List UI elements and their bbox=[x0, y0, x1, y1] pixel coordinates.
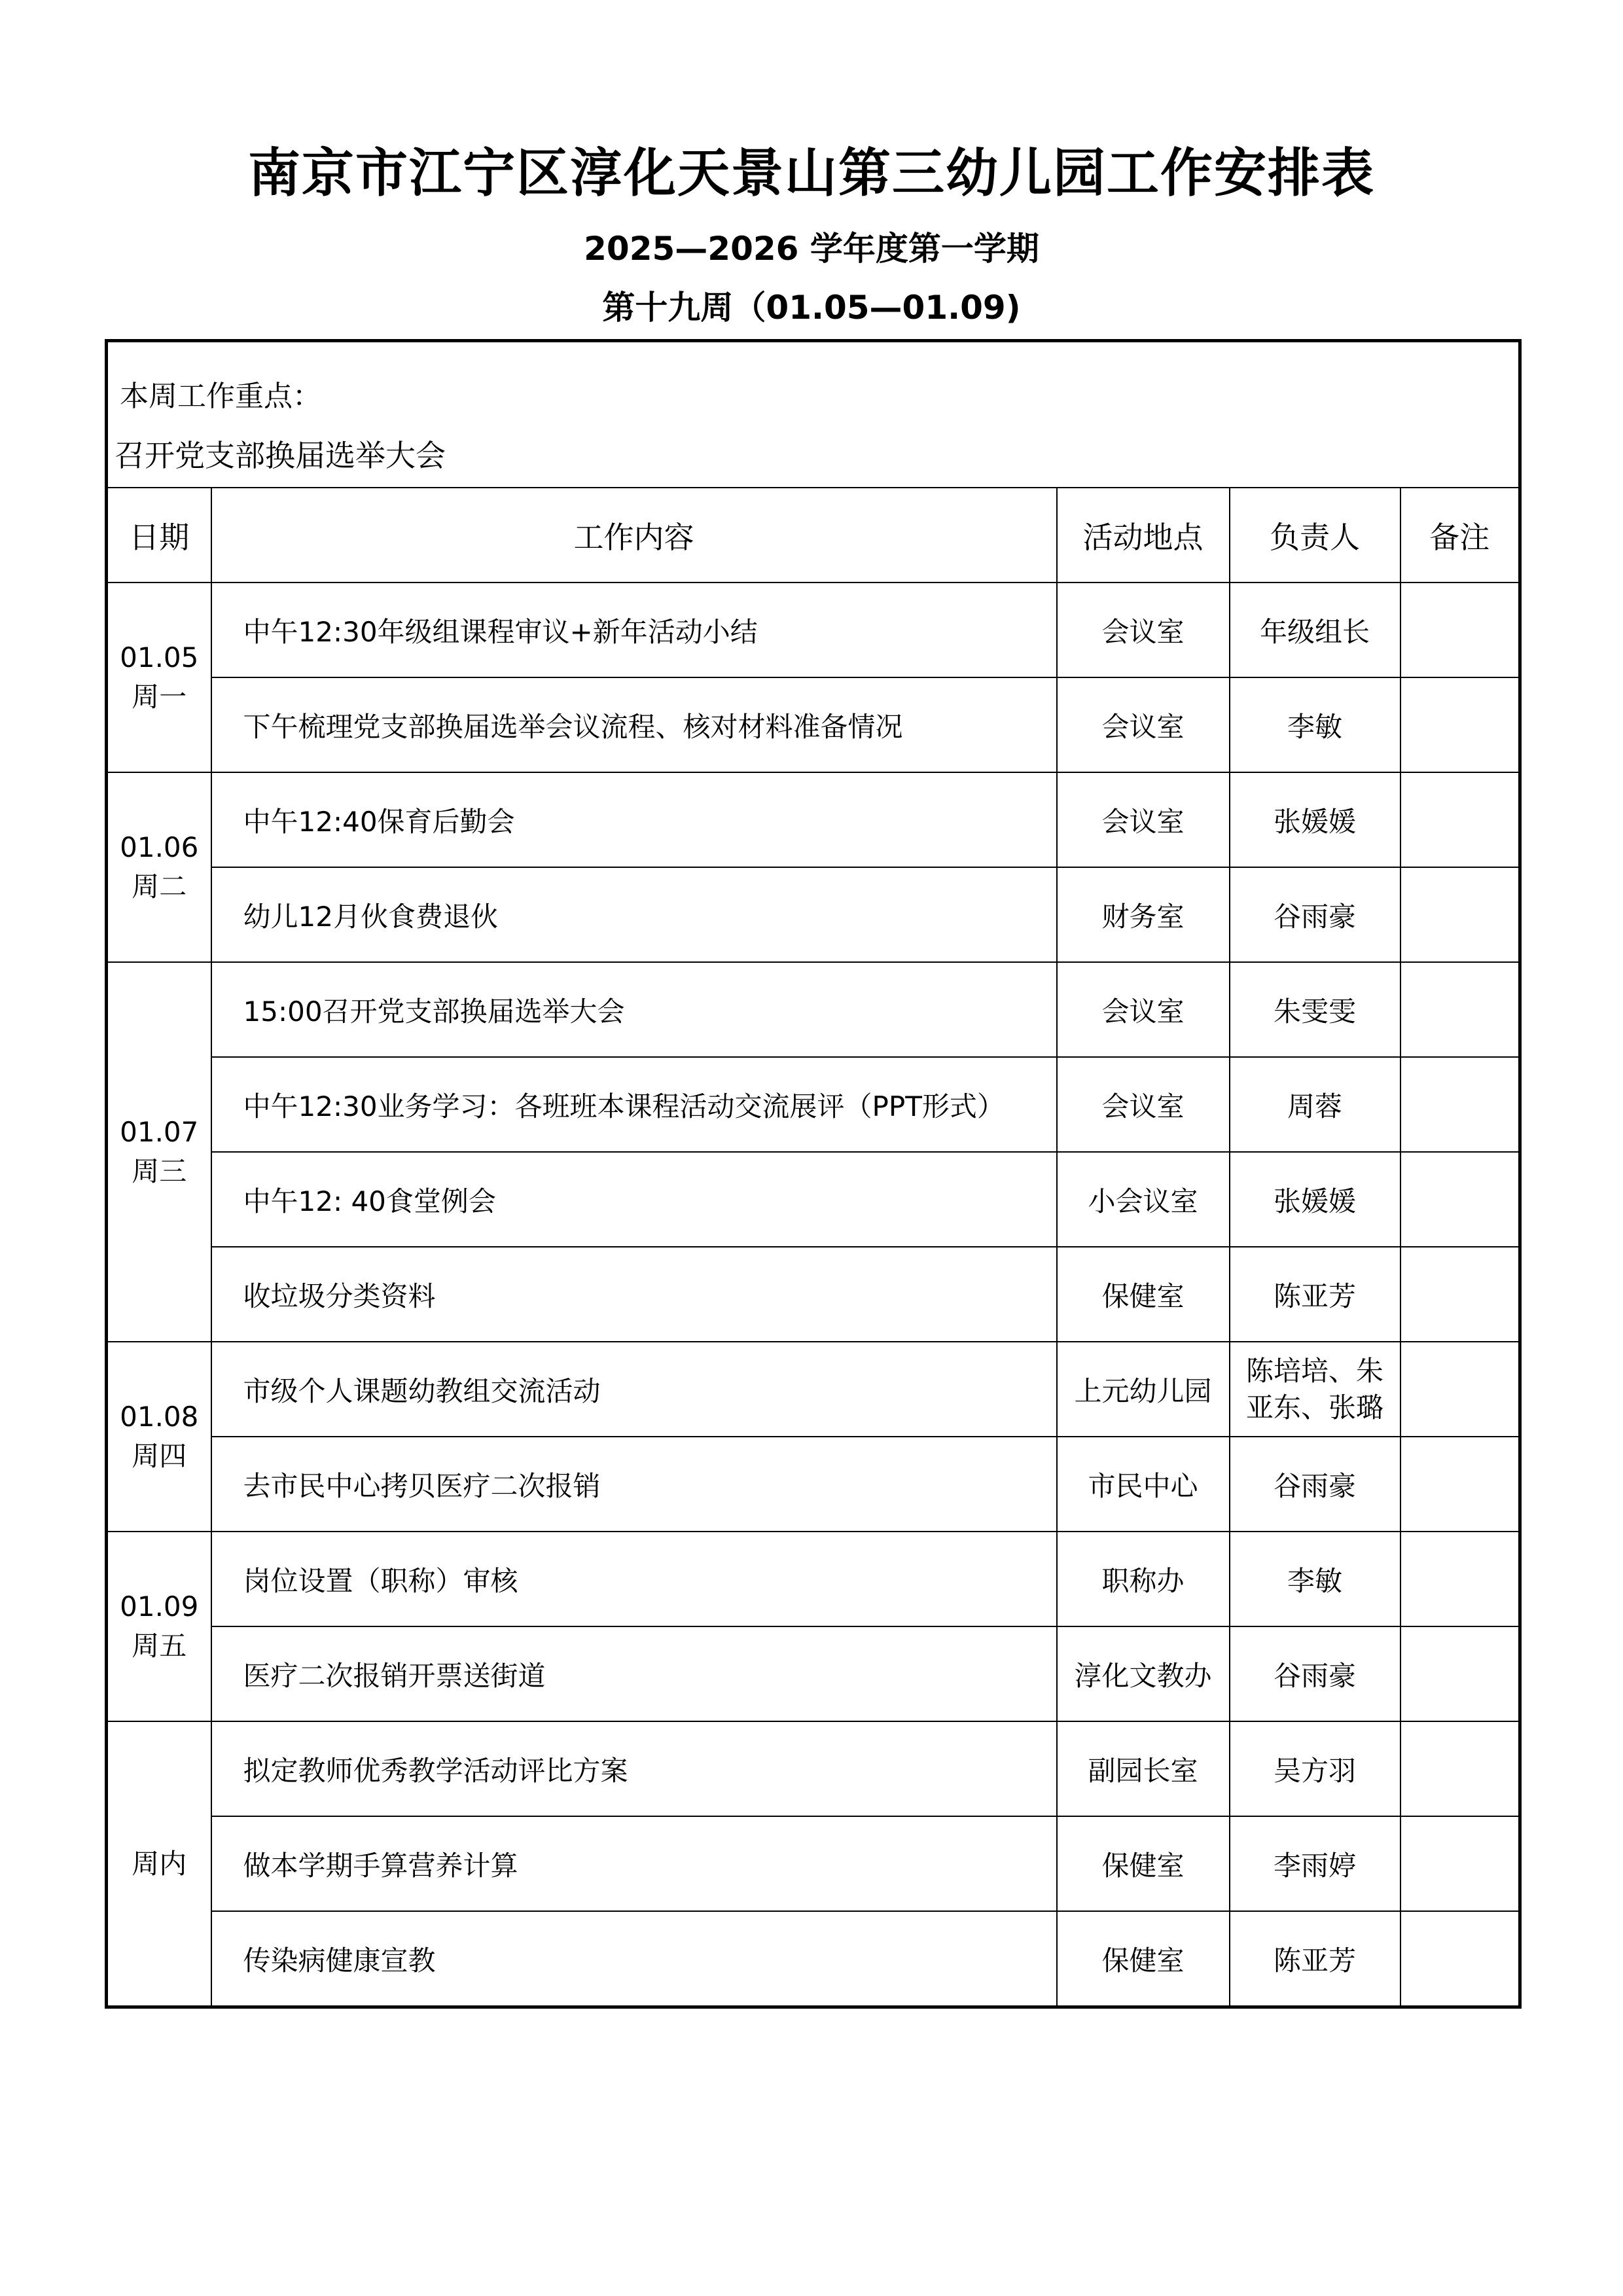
weekday-label: 周五 bbox=[132, 1630, 187, 1662]
content-cell: 医疗二次报销开票送街道 bbox=[211, 1626, 1057, 1721]
person-cell: 陈培培、朱亚东、张璐 bbox=[1230, 1342, 1400, 1437]
place-cell: 会议室 bbox=[1057, 772, 1230, 867]
note-cell bbox=[1400, 1247, 1520, 1342]
date-number: 01.06 bbox=[120, 831, 199, 863]
content-cell: 市级个人课题幼教组交流活动 bbox=[211, 1342, 1057, 1437]
person-cell: 张媛媛 bbox=[1230, 772, 1400, 867]
weekday-label: 周一 bbox=[132, 681, 187, 713]
person-cell: 李雨婷 bbox=[1230, 1816, 1400, 1911]
weekday-label: 周四 bbox=[132, 1440, 187, 1472]
content-cell: 传染病健康宣教 bbox=[211, 1911, 1057, 2007]
table-row bbox=[107, 772, 1520, 867]
table-row bbox=[107, 1437, 1520, 1532]
column-header-place: 活动地点 bbox=[1057, 488, 1230, 583]
weekday-label: 周二 bbox=[132, 870, 187, 903]
note-cell bbox=[1400, 867, 1520, 962]
table-row bbox=[107, 1721, 1520, 1816]
person-cell: 李敏 bbox=[1230, 677, 1400, 772]
table-row bbox=[107, 962, 1520, 1057]
place-cell: 会议室 bbox=[1057, 962, 1230, 1057]
place-cell: 淳化文教办 bbox=[1057, 1626, 1230, 1721]
content-cell: 去市民中心拷贝医疗二次报销 bbox=[211, 1437, 1057, 1532]
person-cell: 张媛媛 bbox=[1230, 1152, 1400, 1247]
date-cell bbox=[107, 1532, 211, 1721]
content-cell: 幼儿12月伙食费退伙 bbox=[211, 867, 1057, 962]
week-range: 第十九周（01.05—01.09) bbox=[602, 289, 1021, 327]
content-cell: 岗位设置（职称）审核 bbox=[211, 1532, 1057, 1626]
person-cell: 谷雨豪 bbox=[1230, 867, 1400, 962]
date-number: 01.05 bbox=[120, 641, 199, 673]
place-cell: 保健室 bbox=[1057, 1911, 1230, 2007]
note-cell bbox=[1400, 583, 1520, 677]
date-cell bbox=[107, 583, 211, 772]
date-cell bbox=[107, 962, 211, 1342]
table-header-row bbox=[107, 488, 1520, 583]
note-cell bbox=[1400, 1911, 1520, 2007]
content-cell: 中午12:30年级组课程审议+新年活动小结 bbox=[211, 583, 1057, 677]
note-cell bbox=[1400, 1816, 1520, 1911]
weekly-focus bbox=[107, 341, 1520, 488]
note-cell bbox=[1400, 1532, 1520, 1626]
place-cell: 会议室 bbox=[1057, 583, 1230, 677]
table-row bbox=[107, 867, 1520, 962]
note-cell bbox=[1400, 1437, 1520, 1532]
person-cell: 吴方羽 bbox=[1230, 1721, 1400, 1816]
date-number: 01.08 bbox=[120, 1401, 199, 1433]
content-cell: 中午12:40保育后勤会 bbox=[211, 772, 1057, 867]
person-cell: 陈亚芳 bbox=[1230, 1247, 1400, 1342]
column-header-person: 负责人 bbox=[1230, 488, 1400, 583]
place-cell: 职称办 bbox=[1057, 1532, 1230, 1626]
place-cell: 保健室 bbox=[1057, 1816, 1230, 1911]
note-cell bbox=[1400, 772, 1520, 867]
content-cell: 做本学期手算营养计算 bbox=[211, 1816, 1057, 1911]
table-row bbox=[107, 1057, 1520, 1152]
content-cell: 15:00召开党支部换届选举大会 bbox=[211, 962, 1057, 1057]
note-cell bbox=[1400, 1152, 1520, 1247]
person-cell: 周蓉 bbox=[1230, 1057, 1400, 1152]
focus-label: 本周工作重点： bbox=[120, 379, 321, 413]
place-cell: 会议室 bbox=[1057, 1057, 1230, 1152]
date-cell bbox=[107, 1721, 211, 2007]
table-row bbox=[107, 1247, 1520, 1342]
content-cell: 中午12: 40食堂例会 bbox=[211, 1152, 1057, 1247]
column-header-note: 备注 bbox=[1400, 488, 1520, 583]
table-row bbox=[107, 1816, 1520, 1911]
note-cell bbox=[1400, 962, 1520, 1057]
date-cell bbox=[107, 1342, 211, 1532]
content-cell: 拟定教师优秀教学活动评比方案 bbox=[211, 1721, 1057, 1816]
column-header-content: 工作内容 bbox=[211, 488, 1057, 583]
table-row bbox=[107, 1152, 1520, 1247]
table-row bbox=[107, 1911, 1520, 2007]
table-row bbox=[107, 1532, 1520, 1626]
weekday-label: 周三 bbox=[132, 1155, 187, 1187]
date-cell bbox=[107, 772, 211, 962]
place-cell: 市民中心 bbox=[1057, 1437, 1230, 1532]
place-cell: 保健室 bbox=[1057, 1247, 1230, 1342]
date-number: 01.07 bbox=[120, 1116, 199, 1148]
person-cell: 李敏 bbox=[1230, 1532, 1400, 1626]
person-cell: 年级组长 bbox=[1230, 583, 1400, 677]
person-cell: 谷雨豪 bbox=[1230, 1626, 1400, 1721]
person-cell: 朱雯雯 bbox=[1230, 962, 1400, 1057]
table-row bbox=[107, 677, 1520, 772]
place-cell: 小会议室 bbox=[1057, 1152, 1230, 1247]
schedule-table bbox=[105, 339, 1522, 2009]
table-row bbox=[107, 1626, 1520, 1721]
person-cell: 谷雨豪 bbox=[1230, 1437, 1400, 1532]
focus-text: 召开党支部换届选举大会 bbox=[115, 437, 446, 473]
content-cell: 收垃圾分类资料 bbox=[211, 1247, 1057, 1342]
note-cell bbox=[1400, 1626, 1520, 1721]
column-header-date: 日期 bbox=[107, 488, 211, 583]
table-row bbox=[107, 1342, 1520, 1437]
note-cell bbox=[1400, 677, 1520, 772]
weekday-label: 周内 bbox=[132, 1847, 187, 1880]
place-cell: 会议室 bbox=[1057, 677, 1230, 772]
content-cell: 下午梳理党支部换届选举会议流程、核对材料准备情况 bbox=[211, 677, 1057, 772]
page-title: 南京市江宁区淳化天景山第三幼儿园工作安排表 bbox=[248, 143, 1375, 204]
note-cell bbox=[1400, 1721, 1520, 1816]
date-number: 01.09 bbox=[120, 1590, 199, 1623]
place-cell: 财务室 bbox=[1057, 867, 1230, 962]
content-cell: 中午12:30业务学习：各班班本课程活动交流展评（PPT形式） bbox=[211, 1057, 1057, 1152]
note-cell bbox=[1400, 1342, 1520, 1437]
term-subtitle: 2025—2026 学年度第一学期 bbox=[584, 230, 1039, 268]
table-row bbox=[107, 583, 1520, 677]
person-cell: 陈亚芳 bbox=[1230, 1911, 1400, 2007]
place-cell: 上元幼儿园 bbox=[1057, 1342, 1230, 1437]
note-cell bbox=[1400, 1057, 1520, 1152]
place-cell: 副园长室 bbox=[1057, 1721, 1230, 1816]
